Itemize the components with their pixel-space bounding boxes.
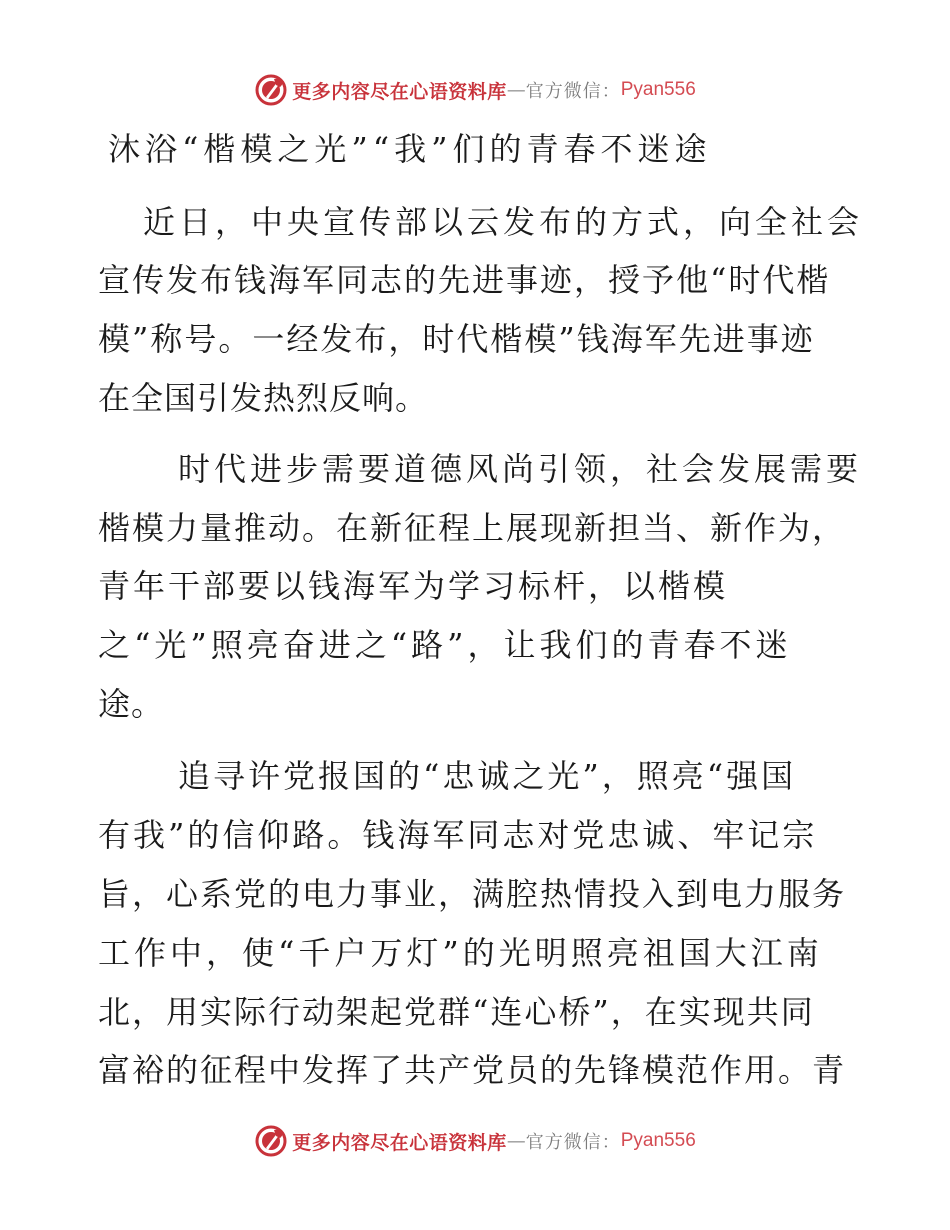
body-line: 宣传发布钱海军同志的先进事迹，授予他“时代楷 [98,261,831,299]
body-line: 旨，心系党的电力事业，满腔热情投入到电力服务 [98,875,847,913]
body-line: 楷模力量推动。在新征程上展现新担当、新作为， [98,509,847,547]
body-line: 途。 [98,685,165,723]
body-line: 富裕的征程中发挥了共产党员的先锋模范作用。青 [98,1051,847,1089]
banner-site-text: 更多内容尽在心语资料库 [292,80,507,103]
quill-logo-icon [254,73,288,107]
body-line: 北，用实际行动架起党群“连心桥”，在实现共同 [98,993,815,1031]
banner-separator: — [506,79,526,101]
body-line: 在全国引发热烈反响。 [98,379,429,417]
body-line: 工作中，使“千户万灯”的光明照亮祖国大江南 [98,934,823,972]
banner-wechat-id: Pyan556 [620,1130,696,1151]
body-line: 近日，中央宣传部以云发布的方式，向全社会 [143,203,864,241]
body-line: 之“光”照亮奋进之“路”，让我们的青春不迷 [98,626,792,664]
quill-logo-icon [254,1124,288,1158]
banner-site-text: 更多内容尽在心语资料库 [292,1131,507,1154]
banner-separator: — [506,1130,526,1152]
footer-banner [0,1121,950,1161]
banner-wechat-label: 官方微信： [525,1132,621,1153]
body-line: 青年干部要以钱海军为学习标杆，以楷模 [98,567,729,605]
body-line: 时代进步需要道德风尚引领，社会发展需要 [178,450,863,488]
banner-wechat-label: 官方微信： [525,81,621,102]
body-line: 有我”的信仰路。钱海军同志对党忠诚、牢记宗 [98,816,818,854]
banner-wechat-id: Pyan556 [620,79,696,100]
body-line: 追寻许党报国的“忠诚之光”，照亮“强国 [178,757,797,795]
header-banner [0,70,950,110]
body-line: 模”称号。一经发布，时代楷模”钱海军先进事迹 [98,320,815,358]
document-title: 沐浴“楷模之光”“我”们的青春不迷途 [108,130,712,168]
